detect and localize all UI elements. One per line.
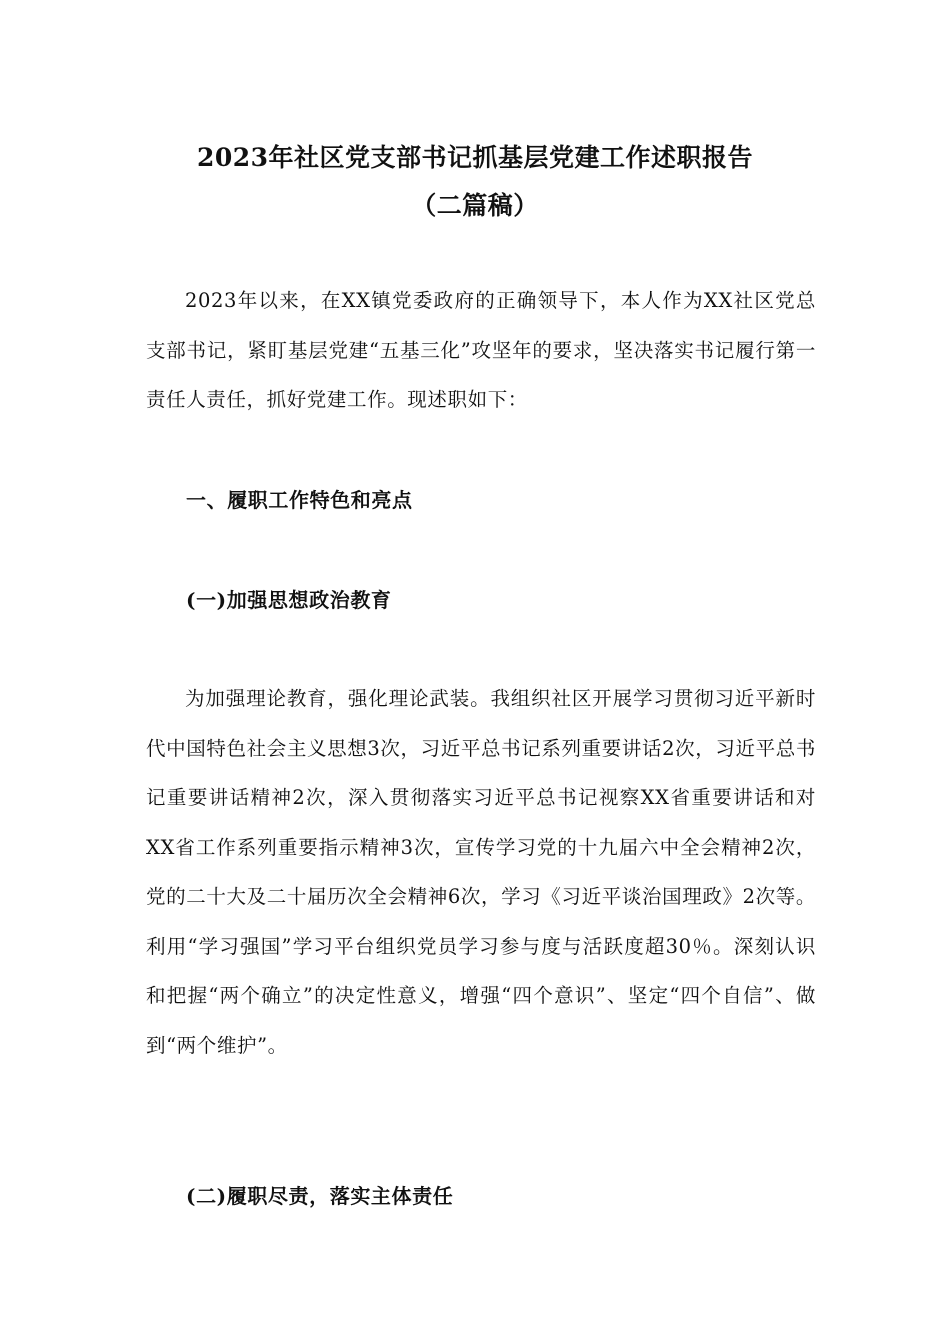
intro-paragraph: 2023年以来，在XX镇党委政府的正确领导下，本人作为XX社区党总支部书记，紧盯基层党建“五基三化”攻坚年的要求，坚决落实书记履行第一责任人责任，抓好党建工作。现述职如下： xyxy=(146,289,816,411)
document-subtitle: （二篇稿） xyxy=(411,191,539,220)
subsection-heading-2: (二)履职尽责，落实主体责任 xyxy=(186,1184,454,1208)
section-heading-1: 一、履职工作特色和亮点 xyxy=(186,488,413,512)
subsection-1-paragraph: 为加强理论教育，强化理论武装。我组织社区开展学习贯彻习近平新时代中国特色社会主义思想3次，习近平总书记系列重要讲话2次，习近平总书记重要讲话精神2次，深入贯彻落实习近平总书记视察XX省重要讲话和对XX省工作系列重要指示精神3次，宣传学习党的十九届六中全会精神2次，党的二十大及二十届历次全会精神6次，学习《习近平谈治国理政》2次等。利用“学习强国”学习平台组织党员学习参与度与活跃度超30％。深刻认识和把握“两个确立”的决定性意义，增强“四个意识”、坚定“四个自信”、做到“两个维护”。 xyxy=(146,687,816,1057)
subsection-heading-1: (一)加强思想政治教育 xyxy=(186,588,392,612)
document-title: 2023年社区党支部书记抓基层党建工作述职报告 xyxy=(196,143,754,172)
